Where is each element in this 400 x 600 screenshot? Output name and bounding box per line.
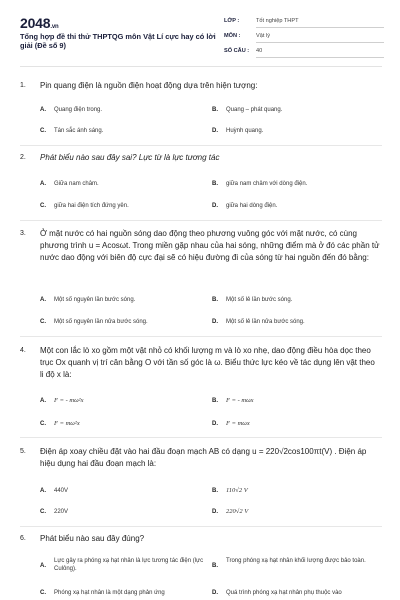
- question-text: Điện áp xoay chiều đặt vào hai đầu đoạn mạch AB có dạng u = 220√2cos100πt(V) . Điện áp hiệu dụng hai đầu đoạn mạch là:: [40, 447, 367, 469]
- question-divider: [20, 526, 382, 527]
- question-number: 5.: [20, 448, 26, 455]
- option-letter: D.: [212, 128, 218, 134]
- option-letter: C.: [40, 128, 46, 134]
- question-2: [20, 152, 386, 216]
- site-logo[interactable]: [20, 15, 58, 31]
- meta-row-class: [224, 14, 384, 28]
- exam-title: Tổng hợp đề thi thử THPTQG môn Vật Lí cực hay có lời giải (Đề số 9): [20, 32, 216, 50]
- meta-label: MÔN :: [224, 33, 241, 39]
- question-3: [20, 228, 386, 330]
- question-text: Phát biểu nào sau đây đúng?: [40, 534, 145, 543]
- question-divider: [20, 145, 382, 146]
- option-formula: F = - mω²x: [54, 397, 84, 404]
- option-letter: D.: [212, 509, 218, 515]
- option-formula: F = mωx: [226, 420, 250, 427]
- option-letter: B.: [212, 107, 218, 113]
- option-text: Một số nguyên lần bước sóng.: [54, 297, 136, 303]
- option-letter: B.: [212, 563, 218, 569]
- option-letter: A.: [40, 107, 46, 113]
- option-text: Một số nguyên lần nửa bước sóng.: [54, 319, 148, 325]
- meta-value: Vật lý: [256, 29, 384, 43]
- option-letter: D.: [212, 590, 218, 596]
- question-divider: [20, 336, 382, 337]
- option-formula: F = - mωx: [226, 397, 254, 404]
- meta-label: SỐ CÂU :: [224, 48, 250, 54]
- option-text: Giữa nam châm.: [54, 181, 99, 187]
- option-text: Tán sắc ánh sáng.: [54, 128, 104, 134]
- option-text: Lực gây ra phóng xạ hạt nhân là lực tương tác điện (lực Culông).: [54, 558, 204, 572]
- header-divider: [20, 66, 382, 67]
- meta-label: LỚP :: [224, 18, 240, 24]
- question-divider: [20, 220, 382, 221]
- option-letter: A.: [40, 398, 46, 404]
- option-text: Quang – phát quang.: [226, 107, 283, 113]
- question-text: Ở mặt nước có hai nguồn sóng dao động theo phương vuông góc với mặt nước, có cùng phương trình u = Acosωt. Trong miền gặp nhau của hai sóng, những điểm mà ở đó các phần tử nước dao động với biên độ cực đại sẽ có hiệu đường đi của sóng từ hai nguồn đến đó bằng:: [40, 229, 380, 263]
- meta-row-subject: [224, 29, 384, 43]
- page-header: [0, 0, 400, 66]
- question-number: 3.: [20, 230, 26, 237]
- question-text: Một con lắc lò xo gồm một vật nhỏ có khối lượng m và lò xo nhẹ, dao động điều hòa dọc theo trục Ox quanh vị trí cân bằng O với tần số góc là ω. Biểu thức lực kéo về tác dụng lên vật theo li độ x là:: [40, 346, 375, 380]
- option-letter: C.: [40, 590, 46, 596]
- meta-value: Tốt nghiệp THPT: [256, 14, 384, 28]
- question-number: 2.: [20, 154, 26, 161]
- option-text: 440V: [54, 488, 69, 494]
- question-number: 6.: [20, 535, 26, 542]
- option-text: giữa nam châm với dòng điện.: [226, 181, 308, 187]
- question-text: Phát biểu nào sau đây sai? Lực từ là lực tương tác: [40, 153, 220, 162]
- option-letter: C.: [40, 203, 46, 209]
- option-letter: B.: [212, 297, 218, 303]
- question-text: Pin quang điện là nguồn điện hoạt động dựa trên hiện tượng:: [40, 81, 258, 90]
- option-formula: 220√2 V: [226, 508, 249, 515]
- option-text: Một số lẻ lần nửa bước sóng.: [226, 319, 305, 325]
- option-letter: D.: [212, 421, 218, 427]
- option-letter: D.: [212, 203, 218, 209]
- brand-name: 2048: [20, 15, 51, 31]
- question-6: [20, 533, 386, 600]
- option-letter: A.: [40, 488, 46, 494]
- option-letter: B.: [212, 181, 218, 187]
- option-text: Huỳnh quang.: [226, 128, 264, 134]
- option-letter: C.: [40, 319, 46, 325]
- question-5: [20, 446, 386, 524]
- question-number: 1.: [20, 82, 26, 89]
- option-formula: F = mω²x: [54, 420, 80, 427]
- brand-suffix: .vn: [50, 24, 59, 30]
- option-text: Trong phóng xạ hạt nhân khối lượng được bảo toàn.: [226, 558, 366, 564]
- option-letter: B.: [212, 488, 218, 494]
- question-divider: [20, 437, 382, 438]
- question-1: [20, 80, 386, 142]
- option-text: Một số lẻ lần bước sóng.: [226, 297, 293, 303]
- option-text: Quang điện trong.: [54, 107, 103, 113]
- option-formula: 110√2 V: [226, 487, 248, 494]
- option-letter: D.: [212, 319, 218, 325]
- meta-row-count: [224, 44, 384, 58]
- option-text: giữa hai điện tích đứng yên.: [54, 203, 129, 209]
- option-letter: C.: [40, 509, 46, 515]
- option-letter: A.: [40, 297, 46, 303]
- question-4: [20, 345, 386, 433]
- option-letter: A.: [40, 181, 46, 187]
- option-text: giữa hai dòng điện.: [226, 203, 278, 209]
- meta-value: 40: [256, 44, 384, 58]
- option-text: Quá trình phóng xạ hạt nhân phụ thuộc vào: [226, 590, 342, 596]
- option-letter: A.: [40, 563, 46, 569]
- option-letter: B.: [212, 398, 218, 404]
- option-letter: C.: [40, 421, 46, 427]
- option-text: 220V: [54, 509, 69, 515]
- option-text: Phóng xạ hạt nhân là một dạng phản ứng: [54, 590, 165, 596]
- question-number: 4.: [20, 347, 26, 354]
